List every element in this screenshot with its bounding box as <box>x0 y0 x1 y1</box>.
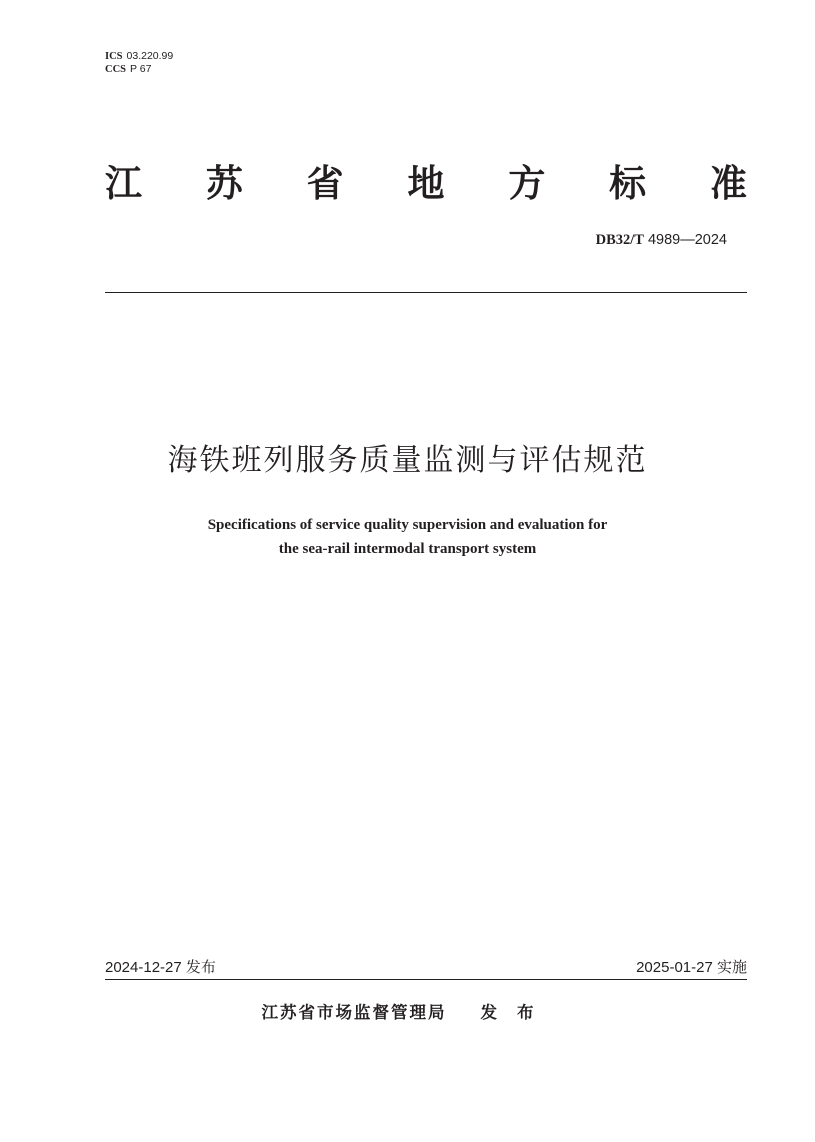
effective-date <box>636 956 747 979</box>
document-title-zh: 海铁班列服务质量监测与评估规范 <box>167 443 648 478</box>
category-char: 江 <box>105 162 142 205</box>
publish-date <box>105 956 216 979</box>
publish-date-value: 2024-12-27 <box>105 959 182 976</box>
category-char: 省 <box>306 162 344 205</box>
standard-category-title <box>105 158 747 210</box>
publish-date-label: 发布 <box>185 958 216 976</box>
issuer-organization: 江苏省市场监督管理局 <box>261 1003 447 1022</box>
title-en-line: Specifications of service quality supervision and evaluation for <box>207 517 608 533</box>
category-char: 地 <box>407 162 445 205</box>
ccs-code <box>105 63 173 76</box>
top-divider <box>105 292 747 293</box>
classification-codes <box>105 50 173 76</box>
standard-number-value: 4989—2024 <box>647 232 727 248</box>
category-char: 标 <box>609 162 647 205</box>
effective-date-label: 实施 <box>716 958 747 976</box>
ics-code <box>105 50 173 63</box>
title-en-line: the sea-rail intermodal transport system <box>278 541 537 557</box>
ccs-label: CCS <box>105 64 127 75</box>
bottom-divider <box>105 979 747 980</box>
category-char: 准 <box>709 162 747 205</box>
ccs-value: P 67 <box>130 63 152 75</box>
issuer-action: 发布 <box>480 1003 554 1022</box>
effective-date-value: 2025-01-27 <box>636 959 713 976</box>
ics-value: 03.220.99 <box>126 50 174 62</box>
category-char: 方 <box>508 162 546 205</box>
standard-number <box>596 230 727 250</box>
standard-number-prefix: DB32/T <box>595 232 644 248</box>
category-char: 苏 <box>205 162 243 205</box>
issuer-line <box>0 1001 815 1025</box>
ics-label: ICS <box>105 51 123 62</box>
document-title-en <box>0 513 815 561</box>
